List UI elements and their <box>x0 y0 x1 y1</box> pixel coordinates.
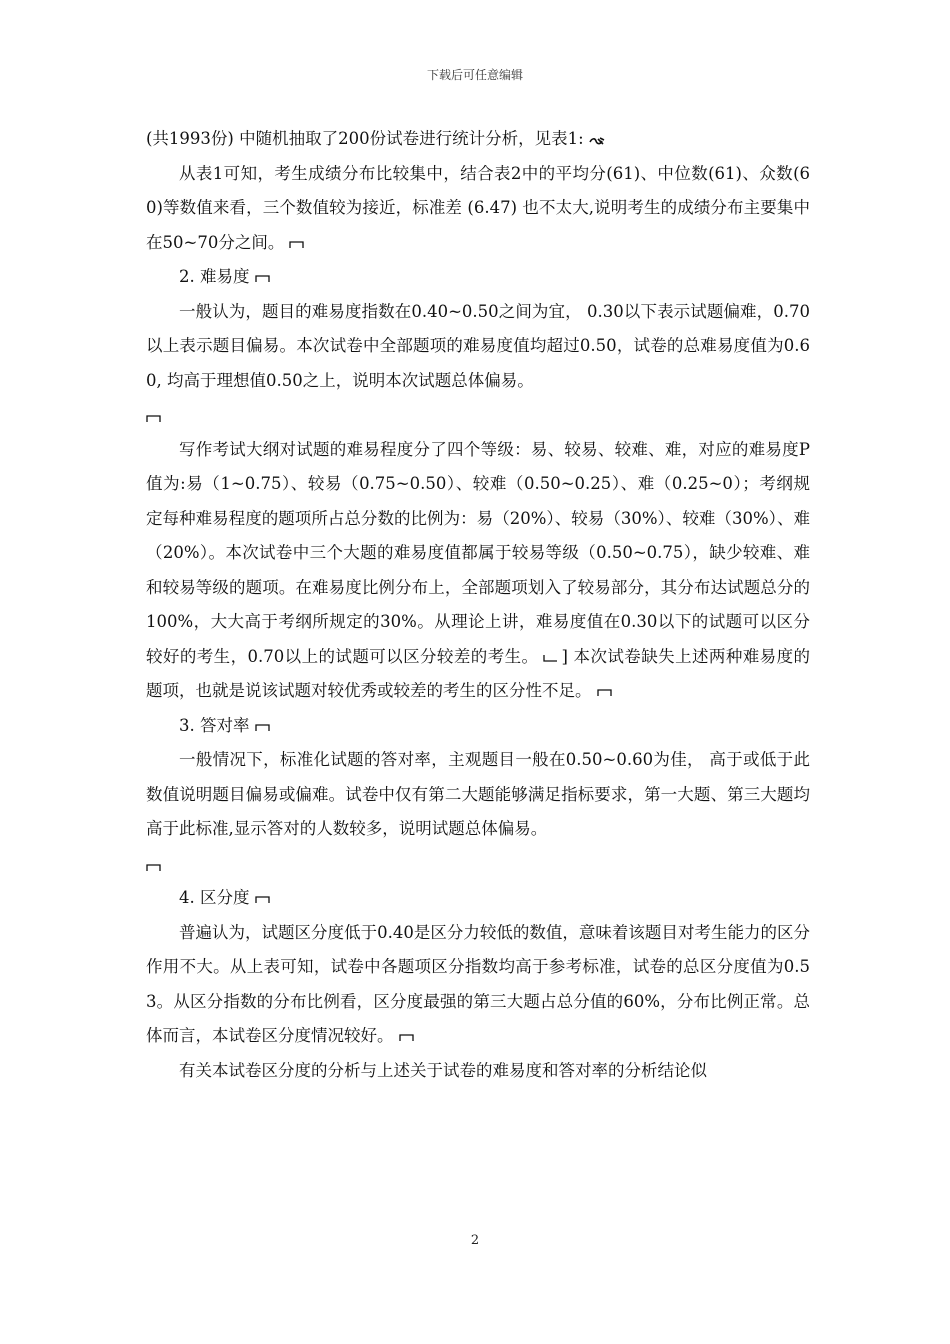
section-heading-discrimination <box>146 881 810 916</box>
standalone-mark-row <box>146 398 810 433</box>
section-heading-text: 3. 答对率 <box>179 715 250 735</box>
paragraph-text-continued: ] 本次试卷缺失上述两种难易度的题项，也就是说该试题对较优秀或较差的考生的区分性不足。 <box>146 646 810 700</box>
return-mark-icon <box>255 723 270 732</box>
paragraph-correct-rate <box>146 743 810 847</box>
paragraph-text: (共1993份) 中随机抽取了200份试卷进行统计分析，见表1: <box>146 129 584 148</box>
page-number: 2 <box>470 1233 480 1248</box>
bracket-mark-icon <box>543 654 558 663</box>
paragraph-text: 一般情况下，标准化试题的答对率，主观题目一般在0.50~0.60为佳， 高于或低于此数值说明题目偏易或偏难。试卷中仅有第二大题能够满足指标要求，第一大题、第三大题均高于此标准,显示答对的人数较多，说明试题总体偏易。 <box>146 750 810 838</box>
standalone-mark-row <box>146 847 810 882</box>
return-mark-icon <box>146 414 161 423</box>
paragraph-text: 一般认为，题目的难易度指数在0.40~0.50之间为宜， 0.30以下表示试题偏难，0.70以上表示题目偏易。本次试卷中全部题项的难易度值均超过0.50，试卷的总难易度值为0.60, 均高于理想值0.50之上，说明本次试题总体偏易。 <box>146 301 810 390</box>
paragraph-sample-intro <box>146 122 810 157</box>
paragraph-text: 普遍认为，试题区分度低于0.40是区分力较低的数值，意味着该题目对考生能力的区分作用不大。从上表可知，试卷中各题项区分指数均高于参考标准，试卷的总区分度值为0.53。从区分指数的分布比例看，区分度最强的第三大题占总分值的60%，分布比例正常。总体而言，本试卷区分度情况较好。 <box>146 922 810 1045</box>
return-mark-icon <box>255 895 270 904</box>
paragraph-text: 有关本试卷区分度的分析与上述关于试卷的难易度和答对率的分析结论似 <box>179 1060 707 1080</box>
section-heading-text: 4. 区分度 <box>179 888 250 907</box>
section-heading-text: 2. 难易度 <box>179 267 250 286</box>
paragraph-discrimination-conclusion <box>146 1054 810 1089</box>
return-mark-icon <box>597 688 612 697</box>
page-header: 下载后可任意编辑 <box>426 68 523 82</box>
return-mark-icon <box>399 1033 414 1042</box>
document-body <box>146 122 810 1088</box>
paragraph-text: 从表1可知，考生成绩分布比较集中，结合表2中的平均分(61)、中位数(61)、众数(60)等数值来看，三个数值较为接近，标准差 (6.47) 也不太大,说明考生的成绩分布主要集中在50~70分之间。 <box>146 163 810 252</box>
paragraph-difficulty-levels <box>146 433 810 709</box>
paragraph-discrimination <box>146 916 810 1054</box>
scribble-mark-icon <box>589 136 604 145</box>
return-mark-icon <box>255 274 270 283</box>
section-heading-difficulty <box>146 260 810 295</box>
return-mark-icon <box>146 863 161 872</box>
paragraph-difficulty-index <box>146 295 810 399</box>
paragraph-text: 写作考试大纲对试题的难易程度分了四个等级：易、较易、较难、难，对应的难易度P值为:易（1~0.75）、较易（0.75~0.50）、较难（0.50~0.25）、难（0.25~0）；考纲规定每种难易程度的题项所占总分数的比例为：易（20%）、较易（30%）、较难（30%）、难（20%）。本次试卷中三个大题的难易度值都属于较易等级（0.50~0.75），缺少较难、难和较易等级的题项。在难易度比例分布上，全部题项划入了较易部分，其分布达试题总分的100%，大大高于考纲所规定的30%。从理论上讲，难易度值在0.30以下的试题可以区分较好的考生，0.70以上的试题可以区分较差的考生。 <box>146 439 810 666</box>
section-heading-correct-rate <box>146 709 810 744</box>
paragraph-score-distribution <box>146 157 810 261</box>
return-mark-icon <box>289 240 304 249</box>
